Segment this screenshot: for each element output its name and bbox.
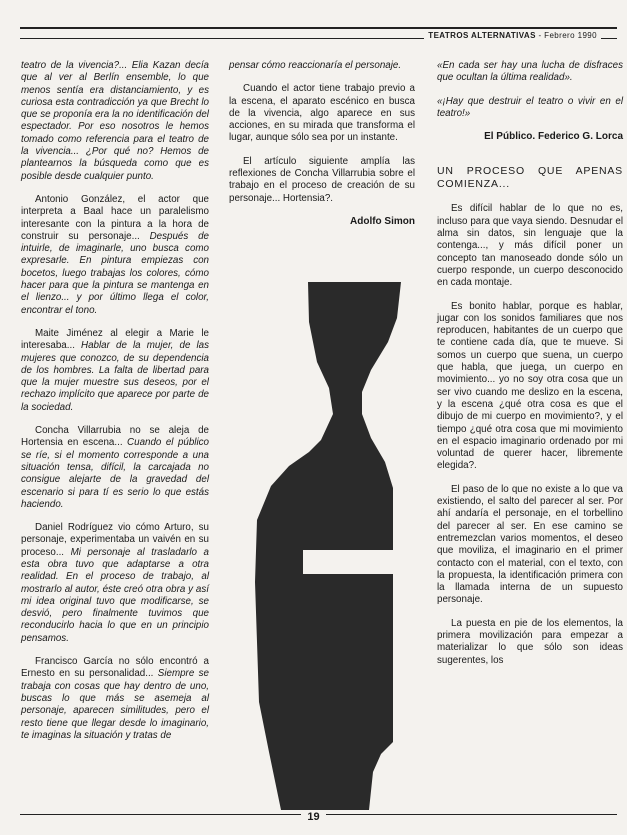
paragraph: Francisco García no sólo encontró a Ernesto en su personalidad... Siempre se trabaja con cosas que hay dentro de uno, buscas lo que más se asemeja al personaje, aparecen similitudes, pero el resto tiene que llegar desde lo imaginario, te imaginas la situación y tratas de	[21, 656, 209, 741]
paragraph: Maite Jiménez al elegir a Marie le interesaba... Hablar de la mujer, de las mujeres que conozco, de su dependencia de los hombres. La falta de libertad para que la mujer muestre sus deseos, por el rechazo implícito que aparece por parte de la sociedad.	[21, 327, 210, 413]
column-middle	[229, 60, 415, 239]
quote-attribution: El Público. Federico G. Lorca	[484, 131, 623, 143]
epigraph-quote: «¡Hay que destruir el teatro o vivir en el teatro!»	[437, 95, 623, 119]
paragraph: El paso de lo que no existe a lo que va existiendo, el salto del parecer al ser. Por ahí andaría el personaje, en el torbellino del parecer al ser. En ese camino se entremezclan varios momentos, el deseo que moviliza, el imaginario en el primer contacto con el material, con el texto, con la propuesta, la identificación primera con la llamada interna de un supuesto personaje.	[437, 483, 623, 606]
running-header	[424, 31, 601, 40]
section-heading: UN PROCESO QUE APENAS COMIENZA...	[437, 165, 623, 191]
paragraph: La puesta en pie de los elementos, la primera movilización para empezar a materializar lo que sólo son ideas sugerentes, los	[437, 617, 623, 666]
header-top-rule	[20, 27, 617, 29]
paragraph: Antonio González, el actor que interpreta a Baal hace un paralelismo interesante con la pintura a la hora de construir su personaje... Después de intuirle, de imaginarle, uno busca como expresarle. En pintura empiezas con bocetos, luego trabajas los colores, cómo hacer para que la pintura se mantenga en el lienzo... y por último llega el color, encontrar el tono.	[21, 193, 209, 316]
paragraph: Es difícil hablar de lo que no es, incluso para que vaya siendo. Desnudar el alma sin datos, sin lenguaje que la contenga..., y más difícil poner un concepto tan manoseado donde sólo un cuerpo responde, un cuerpo desconocido en cada montaje.	[437, 203, 623, 289]
paragraph: Daniel Rodríguez vio cómo Arturo, su personaje, experimentaba un vaivén en su proceso... Mi personaje al trasladarlo a esta obra tuvo que adaptarse a otra realidad. En el proceso de trabajo, al mostrarlo al autor, éste creó otra obra y así mi idea original tuvo que modificarse, se desvió, pero finalmente tuvimos que reconducirlo hacia lo que en un principio pensamos.	[21, 522, 209, 644]
paragraph: teatro de la vivencia?... Elia Kazan decía que al ver al Berlín ensemble, lo que menos sentía era distanciamiento, y es curiosa esta contradicción ya que Brecht lo que se proponía era la no identificación del espectador. Por eso nosotros le hemos tomado como referencia para el teatro de la vivencia... ¿Por qué no? Hemos de plantearnos la búsqueda como que es posible desde cualquier punto.	[21, 60, 209, 182]
paragraph: Concha Villarrubia no se aleja de Hortensia en escena... Cuando el público se ríe, si el momento corresponde a una situación tensa, difícil, la carcajada no consigue alejarte de la gravedad del escenario si para tí es serio lo que estás haciendo.	[21, 425, 210, 510]
author-signature: Adolfo Simon	[350, 215, 415, 227]
magazine-title: TEATROS ALTERNATIVAS	[428, 31, 536, 40]
paragraph: Cuando el actor tiene trabajo previo a la escena, el aparato escénico en busca de la vivencia, algo aparece en sus acciones, en su mirada que transforma el lugar, aunque sólo sea por un instante.	[229, 83, 415, 144]
paragraph: El artículo siguiente amplía las reflexiones de Concha Villarrubia sobre el trabajo en el proceso de creación de su personaje... Hortensia?.	[229, 155, 415, 204]
abstract-silhouette-illustration	[229, 282, 415, 810]
paragraph: pensar cómo reaccionaría el personaje.	[229, 60, 402, 71]
epigraph-quote: «En cada ser hay una lucha de disfraces que ocultan la última realidad».	[437, 60, 623, 84]
column-right	[437, 60, 623, 678]
issue-date: - Febrero 1990	[538, 31, 597, 40]
silhouette-shape	[255, 282, 401, 810]
column-left	[21, 60, 209, 753]
paragraph: Es bonito hablar, porque es hablar, jugar con los sonidos familiares que nos reproducen, habitantes de un cuerpo que te contiene cada día, que te mueve. Si somos un cuerpo que suena, un cuerpo que habla, que juega, un cuerpo en movimiento... yo no soy otra cosa que un ser vivo cuando me deslizo en la escena, y la escena ¿qué otra cosa es que el dibujo de mi cuerpo en movimiento?, y el tiempo ¿qué otra cosa que mi movimiento en el espacio imaginario ordenado por mi voluntad de querer hacer, libremente elegida?.	[437, 300, 623, 472]
page-number: 19	[0, 807, 627, 825]
